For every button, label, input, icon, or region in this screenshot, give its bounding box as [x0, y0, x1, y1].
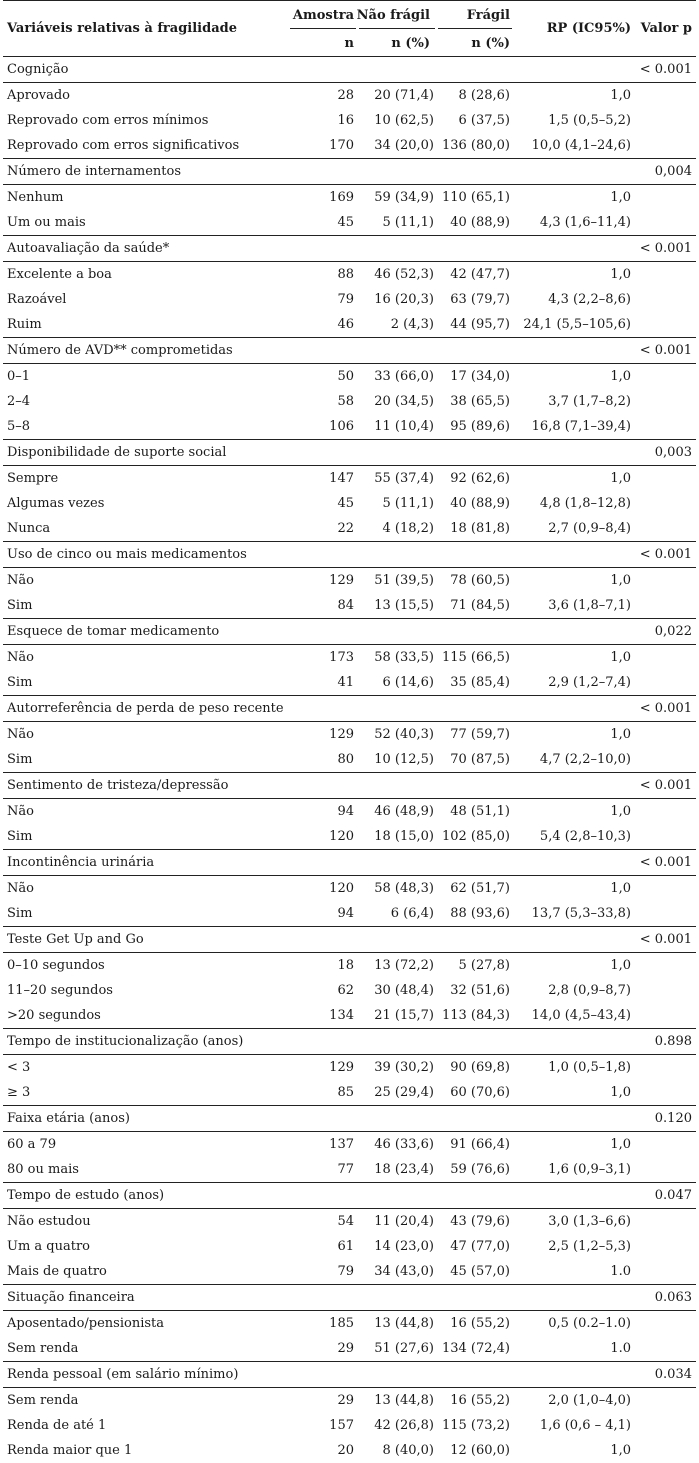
section-title: Teste Get Up and Go — [7, 932, 144, 947]
cell-fragil: 35 (85,4) — [450, 675, 510, 690]
cell-rp-ic95: 1,0 — [610, 190, 631, 205]
section-header-row — [3, 850, 696, 876]
row-label: Sem renda — [7, 1393, 79, 1408]
cell-rp-ic95: 1,6 (0,9–3,1) — [548, 1162, 631, 1177]
row-label: 2–4 — [7, 394, 31, 409]
section-title: Sentimento de tristeza/depressão — [7, 778, 229, 793]
cell-rp-ic95: 1,0 — [610, 573, 631, 588]
p-value: < 0.001 — [639, 778, 692, 793]
cell-nao-fragil: 51 (39,5) — [374, 573, 434, 588]
cell-amostra-n: 170 — [329, 138, 354, 153]
row-label: Reprovado com erros mínimos — [7, 113, 209, 128]
cell-fragil: 47 (77,0) — [450, 1239, 510, 1254]
cell-nao-fragil: 39 (30,2) — [374, 1060, 434, 1075]
cell-nao-fragil: 13 (15,5) — [374, 598, 434, 613]
table-row — [3, 722, 696, 747]
cell-nao-fragil: 14 (23,0) — [374, 1239, 434, 1254]
row-label: Algumas vezes — [7, 496, 105, 511]
row-label: Ruim — [7, 317, 42, 332]
cell-fragil: 17 (34,0) — [450, 369, 510, 384]
table-row — [3, 1336, 696, 1362]
row-label: 5–8 — [7, 419, 31, 434]
cell-fragil: 16 (55,2) — [450, 1316, 510, 1331]
cell-rp-ic95: 1,0 — [610, 267, 631, 282]
cell-nao-fragil: 5 (11,1) — [382, 215, 434, 230]
cell-fragil: 59 (76,6) — [450, 1162, 510, 1177]
cell-rp-ic95: 1,0 — [610, 1085, 631, 1100]
table-row — [3, 312, 696, 338]
cell-amostra-n: 134 — [329, 1008, 354, 1023]
p-value: < 0.001 — [639, 855, 692, 870]
table-row — [3, 466, 696, 491]
cell-amostra-n: 61 — [337, 1239, 354, 1254]
section-title: Disponibilidade de suporte social — [7, 445, 227, 460]
cell-rp-ic95: 4,8 (1,8–12,8) — [539, 496, 631, 511]
cell-rp-ic95: 3,7 (1,7–8,2) — [548, 394, 631, 409]
table-row — [3, 516, 696, 542]
cell-rp-ic95: 14,0 (4,5–43,4) — [531, 1008, 631, 1023]
cell-nao-fragil: 25 (29,4) — [374, 1085, 434, 1100]
cell-fragil: 44 (95,7) — [450, 317, 510, 332]
cell-rp-ic95: 2,5 (1,2–5,3) — [548, 1239, 631, 1254]
cell-nao-fragil: 18 (23,4) — [374, 1162, 434, 1177]
cell-nao-fragil: 52 (40,3) — [374, 727, 434, 742]
cell-rp-ic95: 1,0 — [610, 369, 631, 384]
row-label: 0–10 segundos — [7, 958, 105, 973]
row-label: 80 ou mais — [7, 1162, 79, 1177]
cell-fragil: 48 (51,1) — [450, 804, 510, 819]
row-label: Reprovado com erros significativos — [7, 138, 240, 153]
cell-fragil: 16 (55,2) — [450, 1393, 510, 1408]
cell-rp-ic95: 0,5 (0.2–1.0) — [548, 1316, 631, 1331]
cell-fragil: 136 (80,0) — [441, 138, 510, 153]
section-title: Número de AVD** comprometidas — [7, 343, 233, 358]
section-header-row — [3, 1106, 696, 1132]
header-amostra: Amostra — [292, 8, 354, 23]
table-row — [3, 799, 696, 824]
cell-rp-ic95: 13,7 (5,3–33,8) — [531, 906, 631, 921]
section-title: Cognição — [7, 62, 69, 77]
cell-rp-ic95: 16,8 (7,1–39,4) — [531, 419, 631, 434]
table-row — [3, 1413, 696, 1438]
p-value: < 0.001 — [639, 241, 692, 256]
cell-nao-fragil: 58 (48,3) — [374, 881, 434, 896]
cell-nao-fragil: 30 (48,4) — [374, 983, 434, 998]
cell-nao-fragil: 51 (27,6) — [374, 1341, 434, 1356]
cell-fragil: 71 (84,5) — [450, 598, 510, 613]
row-label: Nunca — [7, 521, 51, 536]
row-label: Sim — [7, 752, 33, 767]
row-label: Não — [7, 881, 34, 896]
cell-nao-fragil: 34 (43,0) — [374, 1264, 434, 1279]
cell-fragil: 113 (84,3) — [441, 1008, 510, 1023]
p-value: < 0.001 — [639, 62, 692, 77]
cell-nao-fragil: 13 (72,2) — [374, 958, 434, 973]
cell-amostra-n: 88 — [337, 267, 354, 282]
section-title: Incontinência urinária — [7, 855, 155, 870]
cell-fragil: 62 (51,7) — [450, 881, 510, 896]
cell-amostra-n: 120 — [329, 881, 354, 896]
cell-fragil: 63 (79,7) — [450, 292, 510, 307]
cell-rp-ic95: 2,0 (1,0–4,0) — [548, 1393, 631, 1408]
table-row — [3, 1055, 696, 1080]
table-row — [3, 901, 696, 927]
table-row — [3, 262, 696, 287]
section-title: Tempo de institucionalização (anos) — [7, 1034, 244, 1049]
cell-nao-fragil: 46 (33,6) — [374, 1137, 434, 1152]
cell-amostra-n: 185 — [329, 1316, 354, 1331]
cell-amostra-n: 106 — [329, 419, 354, 434]
cell-fragil: 60 (70,6) — [450, 1085, 510, 1100]
cell-rp-ic95: 5,4 (2,8–10,3) — [539, 829, 631, 844]
cell-fragil: 91 (66,4) — [450, 1137, 510, 1152]
row-label: Sempre — [7, 471, 59, 486]
cell-rp-ic95: 2,8 (0,9–8,7) — [548, 983, 631, 998]
section-header-row — [3, 619, 696, 645]
cell-nao-fragil: 6 (6,4) — [390, 906, 434, 921]
row-label: Um a quatro — [7, 1239, 91, 1254]
p-value: 0.898 — [654, 1034, 692, 1049]
cell-fragil: 115 (66,5) — [441, 650, 510, 665]
cell-amostra-n: 94 — [337, 804, 354, 819]
table-row — [3, 645, 696, 670]
cell-amostra-n: 16 — [337, 113, 354, 128]
cell-rp-ic95: 4,3 (1,6–11,4) — [539, 215, 631, 230]
p-value: 0,004 — [654, 164, 692, 179]
cell-nao-fragil: 6 (14,6) — [382, 675, 434, 690]
cell-amostra-n: 157 — [329, 1418, 354, 1433]
cell-nao-fragil: 20 (34,5) — [374, 394, 434, 409]
cell-rp-ic95: 1,6 (0,6 – 4,1) — [539, 1418, 631, 1433]
cell-nao-fragil: 11 (10,4) — [374, 419, 434, 434]
cell-nao-fragil: 5 (11,1) — [382, 496, 434, 511]
cell-nao-fragil: 10 (62,5) — [374, 113, 434, 128]
cell-amostra-n: 22 — [337, 521, 354, 536]
cell-nao-fragil: 59 (34,9) — [374, 190, 434, 205]
table-header-row-2 — [3, 29, 696, 57]
cell-rp-ic95: 1,0 — [610, 88, 631, 103]
cell-amostra-n: 46 — [337, 317, 354, 332]
cell-nao-fragil: 58 (33,5) — [374, 650, 434, 665]
row-label: 60 a 79 — [7, 1137, 57, 1152]
cell-nao-fragil: 46 (48,9) — [374, 804, 434, 819]
row-label: Razoável — [7, 292, 67, 307]
cell-amostra-n: 137 — [329, 1137, 354, 1152]
header-variable: Variáveis relativas à fragilidade — [7, 21, 237, 36]
table-row — [3, 1209, 696, 1234]
cell-rp-ic95: 1,0 (0,5–1,8) — [548, 1060, 631, 1075]
cell-nao-fragil: 13 (44,8) — [374, 1393, 434, 1408]
cell-fragil: 90 (69,8) — [450, 1060, 510, 1075]
section-header-row — [3, 773, 696, 799]
section-header-row — [3, 927, 696, 953]
cell-amostra-n: 173 — [329, 650, 354, 665]
cell-rp-ic95: 1,0 — [610, 1443, 631, 1458]
cell-fragil: 102 (85,0) — [441, 829, 510, 844]
header-n-pct-fragil: n (%) — [471, 36, 510, 51]
row-label: ≥ 3 — [7, 1085, 31, 1100]
cell-rp-ic95: 2,9 (1,2–7,4) — [548, 675, 631, 690]
table-row — [3, 491, 696, 516]
cell-amostra-n: 50 — [337, 369, 354, 384]
section-header-row — [3, 236, 696, 262]
row-label: Sim — [7, 675, 33, 690]
cell-amostra-n: 79 — [337, 1264, 354, 1279]
section-header-row — [3, 696, 696, 722]
cell-fragil: 95 (89,6) — [450, 419, 510, 434]
cell-amostra-n: 79 — [337, 292, 354, 307]
row-label: Sem renda — [7, 1341, 79, 1356]
section-header-row — [3, 1362, 696, 1388]
cell-nao-fragil: 34 (20,0) — [374, 138, 434, 153]
row-label: 11–20 segundos — [7, 983, 113, 998]
row-label: Não — [7, 650, 34, 665]
table-row — [3, 414, 696, 440]
row-label: Renda maior que 1 — [7, 1443, 133, 1458]
section-title: Esquece de tomar medicamento — [7, 624, 220, 639]
cell-fragil: 43 (79,6) — [450, 1214, 510, 1229]
p-value: < 0.001 — [639, 932, 692, 947]
table-row — [3, 876, 696, 901]
section-title: Faixa etária (anos) — [7, 1111, 130, 1126]
table-row — [3, 185, 696, 210]
header-n: n — [344, 36, 354, 51]
p-value: 0.120 — [654, 1111, 692, 1126]
cell-amostra-n: 77 — [337, 1162, 354, 1177]
cell-amostra-n: 41 — [337, 675, 354, 690]
cell-rp-ic95: 1,0 — [610, 471, 631, 486]
cell-amostra-n: 28 — [337, 88, 354, 103]
row-label: Sim — [7, 906, 33, 921]
row-label: Aprovado — [7, 88, 70, 103]
header-rp: RP (IC95%) — [546, 21, 631, 36]
cell-nao-fragil: 55 (37,4) — [374, 471, 434, 486]
cell-amostra-n: 29 — [337, 1393, 354, 1408]
row-label: Não estudou — [7, 1214, 91, 1229]
cell-nao-fragil: 21 (15,7) — [374, 1008, 434, 1023]
cell-nao-fragil: 33 (66,0) — [374, 369, 434, 384]
section-title: Renda pessoal (em salário mínimo) — [7, 1367, 239, 1382]
header-fragil: Frágil — [466, 8, 510, 23]
section-title: Número de internamentos — [7, 164, 181, 179]
cell-fragil: 8 (28,6) — [458, 88, 510, 103]
cell-amostra-n: 54 — [337, 1214, 354, 1229]
cell-rp-ic95: 2,7 (0,9–8,4) — [548, 521, 631, 536]
cell-amostra-n: 129 — [329, 727, 354, 742]
section-header-row — [3, 440, 696, 466]
cell-rp-ic95: 10,0 (4,1–24,6) — [531, 138, 631, 153]
cell-fragil: 6 (37,5) — [458, 113, 510, 128]
table-row — [3, 389, 696, 414]
cell-nao-fragil: 13 (44,8) — [374, 1316, 434, 1331]
p-value: 0.047 — [654, 1188, 692, 1203]
cell-rp-ic95: 1,0 — [610, 958, 631, 973]
cell-fragil: 77 (59,7) — [450, 727, 510, 742]
cell-amostra-n: 80 — [337, 752, 354, 767]
cell-nao-fragil: 18 (15,0) — [374, 829, 434, 844]
p-value: 0.063 — [654, 1290, 692, 1305]
cell-nao-fragil: 42 (26,8) — [374, 1418, 434, 1433]
table-row — [3, 568, 696, 593]
cell-rp-ic95: 1,0 — [610, 1137, 631, 1152]
cell-nao-fragil: 20 (71,4) — [374, 88, 434, 103]
p-value: 0,022 — [654, 624, 692, 639]
cell-amostra-n: 169 — [329, 190, 354, 205]
cell-rp-ic95: 1,0 — [610, 804, 631, 819]
cell-fragil: 110 (65,1) — [441, 190, 510, 205]
section-header-row — [3, 542, 696, 568]
cell-nao-fragil: 16 (20,3) — [374, 292, 434, 307]
section-header-row — [3, 338, 696, 364]
row-label: Um ou mais — [7, 215, 86, 230]
cell-fragil: 88 (93,6) — [450, 906, 510, 921]
cell-fragil: 40 (88,9) — [450, 215, 510, 230]
p-value: 0,003 — [654, 445, 692, 460]
table-row — [3, 1388, 696, 1413]
cell-amostra-n: 18 — [337, 958, 354, 973]
row-label: Mais de quatro — [7, 1264, 107, 1279]
cell-rp-ic95: 24,1 (5,5–105,6) — [523, 317, 631, 332]
row-label: Sim — [7, 598, 33, 613]
cell-nao-fragil: 2 (4,3) — [390, 317, 434, 332]
cell-amostra-n: 129 — [329, 573, 354, 588]
cell-fragil: 42 (47,7) — [450, 267, 510, 282]
cell-nao-fragil: 10 (12,5) — [374, 752, 434, 767]
header-n-pct-nao-fragil: n (%) — [391, 36, 430, 51]
frailty-table — [3, 0, 696, 1463]
row-label: Não — [7, 804, 34, 819]
cell-rp-ic95: 1,0 — [610, 727, 631, 742]
cell-amostra-n: 62 — [337, 983, 354, 998]
cell-rp-ic95: 3,6 (1,8–7,1) — [548, 598, 631, 613]
section-title: Tempo de estudo (anos) — [7, 1188, 165, 1203]
cell-amostra-n: 58 — [337, 394, 354, 409]
p-value: < 0.001 — [639, 547, 692, 562]
table-row — [3, 210, 696, 236]
section-header-row — [3, 1183, 696, 1209]
header-valor-p: Valor p — [640, 21, 692, 36]
cell-fragil: 115 (73,2) — [441, 1418, 510, 1433]
cell-fragil: 5 (27,8) — [458, 958, 510, 973]
table-row — [3, 364, 696, 389]
cell-fragil: 18 (81,8) — [450, 521, 510, 536]
row-label: Aposentado/pensionista — [7, 1316, 164, 1331]
cell-rp-ic95: 1,5 (0,5–5,2) — [548, 113, 631, 128]
cell-amostra-n: 94 — [337, 906, 354, 921]
table-row — [3, 108, 696, 133]
cell-amostra-n: 84 — [337, 598, 354, 613]
table-row — [3, 83, 696, 108]
cell-fragil: 38 (65,5) — [450, 394, 510, 409]
table-row — [3, 978, 696, 1003]
table-row — [3, 133, 696, 159]
p-value: < 0.001 — [639, 701, 692, 716]
table-row — [3, 1234, 696, 1259]
cell-fragil: 45 (57,0) — [450, 1264, 510, 1279]
cell-fragil: 134 (72,4) — [441, 1341, 510, 1356]
cell-amostra-n: 129 — [329, 1060, 354, 1075]
cell-fragil: 12 (60,0) — [450, 1443, 510, 1458]
section-title: Uso de cinco ou mais medicamentos — [7, 547, 247, 562]
cell-fragil: 70 (87,5) — [450, 752, 510, 767]
table-row — [3, 747, 696, 773]
section-header-row — [3, 159, 696, 185]
cell-rp-ic95: 1.0 — [610, 1341, 631, 1356]
cell-nao-fragil: 8 (40,0) — [382, 1443, 434, 1458]
cell-fragil: 78 (60,5) — [450, 573, 510, 588]
cell-amostra-n: 85 — [337, 1085, 354, 1100]
p-value: < 0.001 — [639, 343, 692, 358]
cell-rp-ic95: 4,3 (2,2–8,6) — [548, 292, 631, 307]
section-title: Situação financeira — [7, 1290, 135, 1305]
cell-amostra-n: 45 — [337, 215, 354, 230]
section-title: Autoavaliação da saúde* — [7, 241, 170, 256]
table-row — [3, 1438, 696, 1463]
row-label: 0–1 — [7, 369, 31, 384]
table-body — [3, 57, 696, 1463]
cell-fragil: 92 (62,6) — [450, 471, 510, 486]
section-title: Autorreferência de perda de peso recente — [7, 701, 284, 716]
section-header-row — [3, 57, 696, 83]
table-row — [3, 1003, 696, 1029]
row-label: Excelente a boa — [7, 267, 112, 282]
cell-nao-fragil: 11 (20,4) — [374, 1214, 434, 1229]
table-header-row-1 — [3, 0, 696, 36]
cell-nao-fragil: 4 (18,2) — [382, 521, 434, 536]
table-row — [3, 953, 696, 978]
row-label: Não — [7, 573, 34, 588]
section-header-row — [3, 1285, 696, 1311]
table-row — [3, 1311, 696, 1336]
cell-rp-ic95: 4,7 (2,2–10,0) — [539, 752, 631, 767]
cell-fragil: 32 (51,6) — [450, 983, 510, 998]
row-label: >20 segundos — [7, 1008, 101, 1023]
table-row — [3, 287, 696, 312]
table-row — [3, 1080, 696, 1106]
table-row — [3, 824, 696, 850]
table-row — [3, 1259, 696, 1285]
cell-rp-ic95: 1,0 — [610, 881, 631, 896]
cell-fragil: 40 (88,9) — [450, 496, 510, 511]
cell-amostra-n: 29 — [337, 1341, 354, 1356]
row-label: Não — [7, 727, 34, 742]
cell-amostra-n: 120 — [329, 829, 354, 844]
table-row — [3, 1157, 696, 1183]
header-nao-fragil: Não frágil — [356, 8, 430, 23]
cell-rp-ic95: 3,0 (1,3–6,6) — [548, 1214, 631, 1229]
row-label: Nenhum — [7, 190, 64, 205]
cell-rp-ic95: 1,0 — [610, 650, 631, 665]
p-value: 0.034 — [654, 1367, 692, 1382]
cell-nao-fragil: 46 (52,3) — [374, 267, 434, 282]
cell-rp-ic95: 1.0 — [610, 1264, 631, 1279]
row-label: Sim — [7, 829, 33, 844]
table-row — [3, 670, 696, 696]
row-label: Renda de até 1 — [7, 1418, 107, 1433]
table-row — [3, 1132, 696, 1157]
cell-amostra-n: 45 — [337, 496, 354, 511]
section-header-row — [3, 1029, 696, 1055]
cell-amostra-n: 147 — [329, 471, 354, 486]
table-row — [3, 593, 696, 619]
row-label: < 3 — [7, 1060, 31, 1075]
cell-amostra-n: 20 — [337, 1443, 354, 1458]
